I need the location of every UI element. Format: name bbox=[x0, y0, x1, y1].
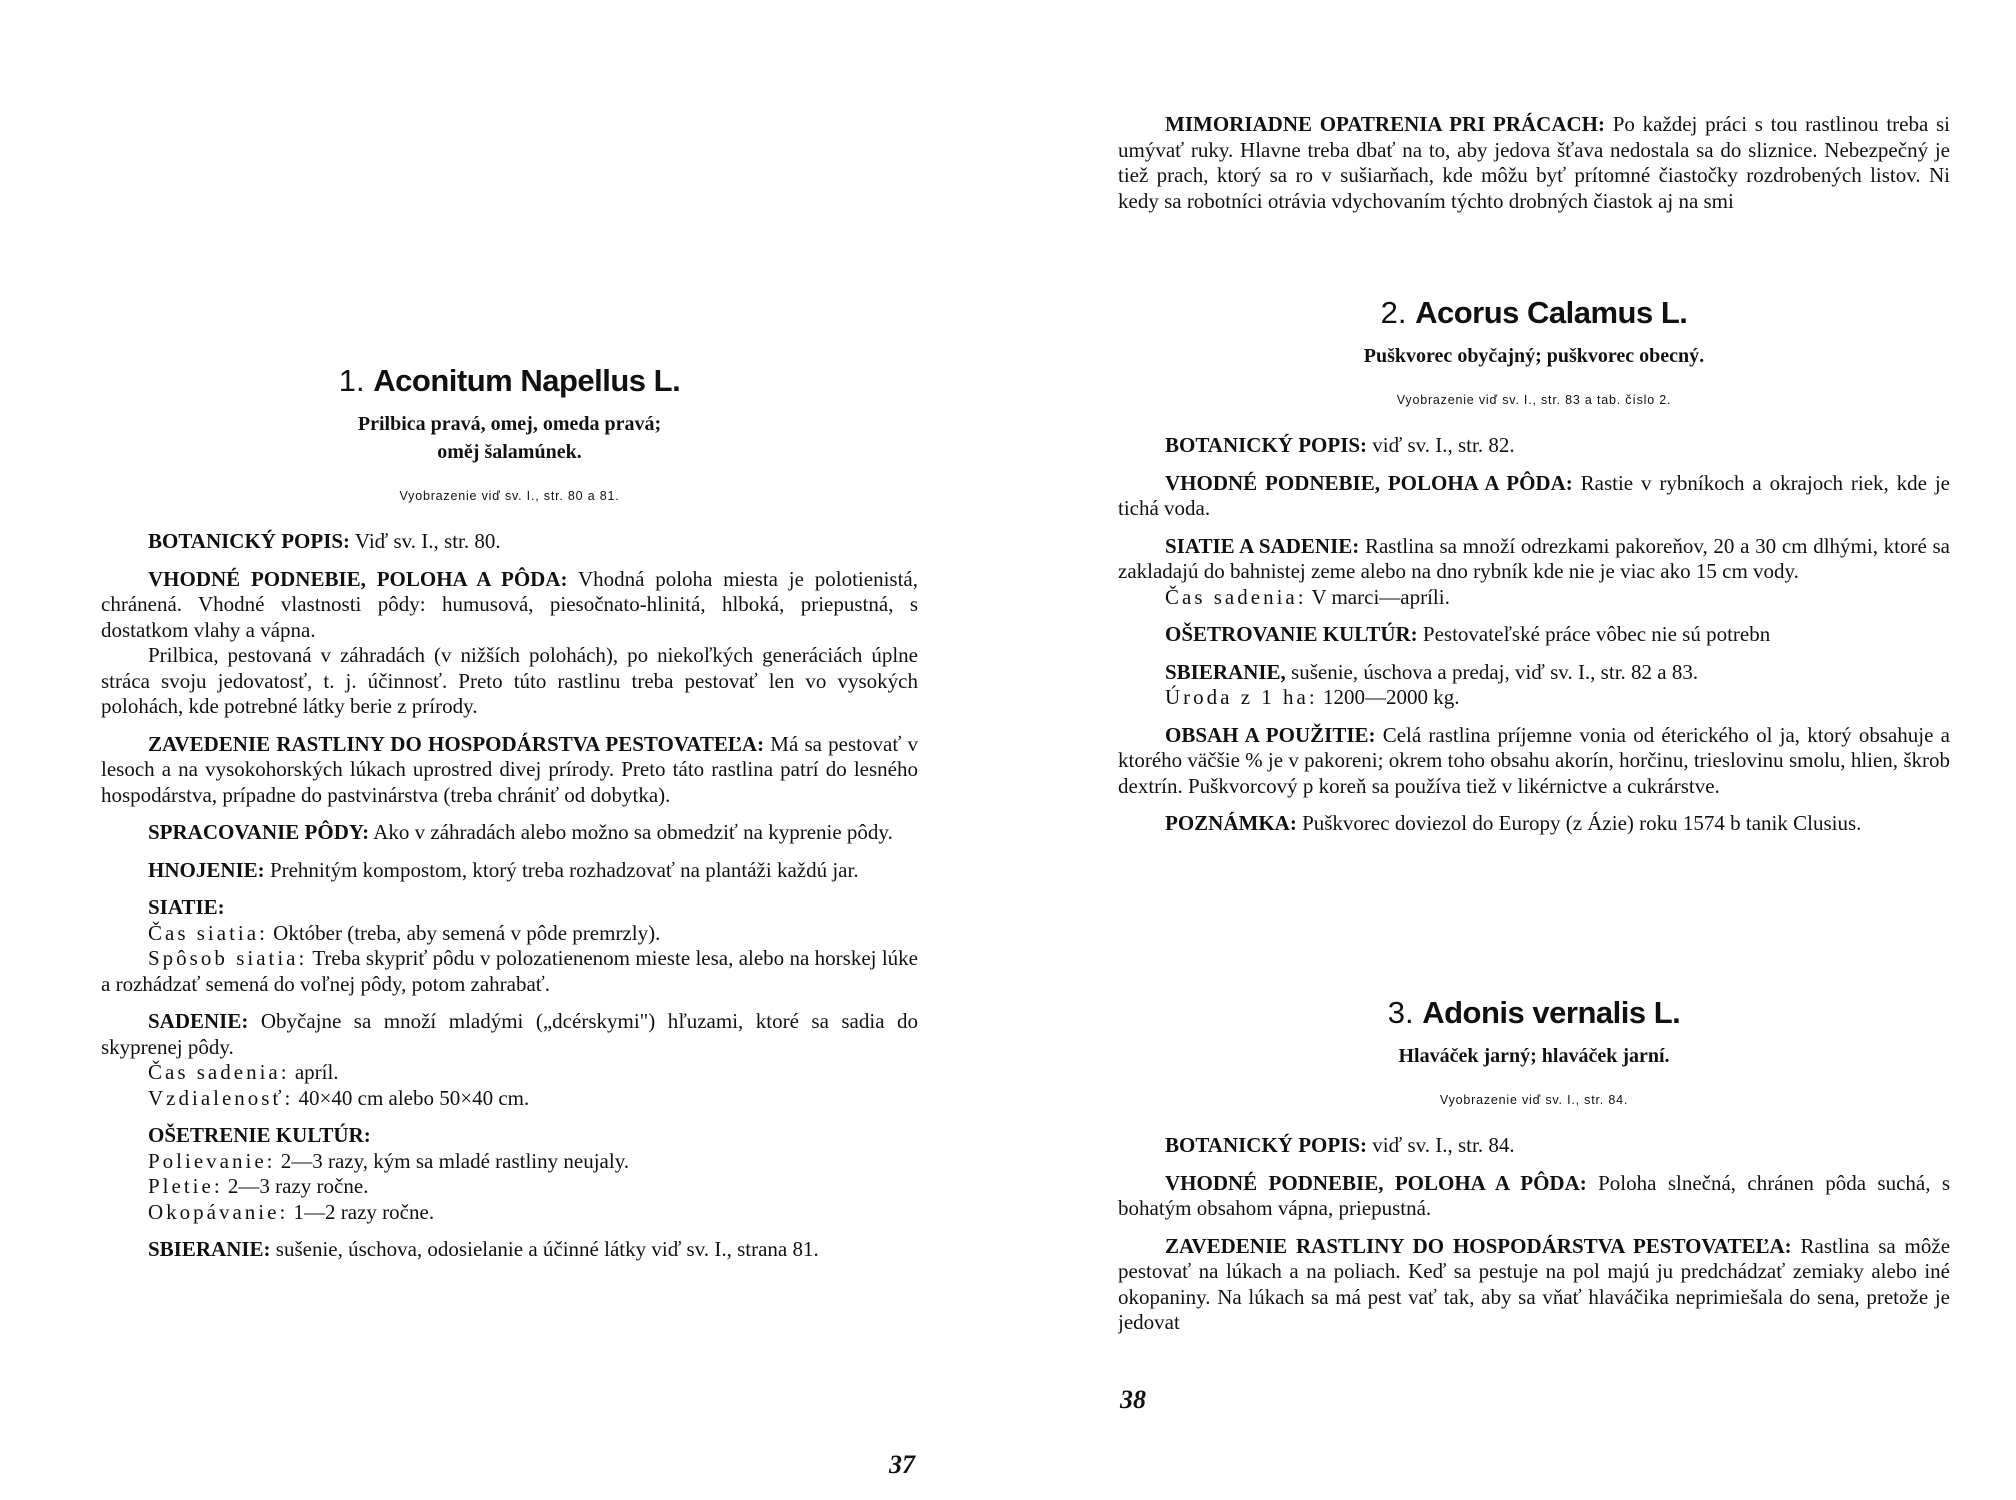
illustration-reference: Vyobrazenie viď sv. I., str. 83 a tab. číslo 2. bbox=[1396, 392, 1672, 407]
species-number: 3. bbox=[1387, 1000, 1414, 1030]
soil-section: SPRACOVANIE PÔDY: Ako v záhradách alebo možno sa obmedziť na kyprenie pôdy. bbox=[148, 820, 893, 844]
climate-section: VHODNÉ PODNEBIE, POLOHA A PÔDA: Poloha slnečná, chránen pôda suchá, s bohatým obsahom vápna, priepustná. bbox=[1118, 1170, 1950, 1220]
fertilizing-section: HNOJENIE: Prehnitým kompostom, ktorý treba rozhadzovať na plantáži každú jar. bbox=[148, 857, 859, 882]
note-section: POZNÁMKA: Puškvorec doviezol do Europy (z Ázie) roku 1574 b tanik Clusius. bbox=[1165, 811, 1862, 835]
species-number: 1. bbox=[338, 363, 365, 398]
species-1-entry bbox=[101, 363, 919, 1275]
precautions-block bbox=[1118, 112, 1950, 226]
page-number: 38 bbox=[1120, 1385, 1146, 1414]
planting-time: Čas sadenia: apríl. bbox=[148, 1060, 339, 1084]
introduction-section: ZAVEDENIE RASTLINY DO HOSPODÁRSTVA PESTOVATEĽA: Rastlina sa môže pestovať na lúkach a na poliach. Keď sa pestuje na pol majú ju predchádzať zemiaky alebo iné okopaniny. Na lúkach sa má pest vať tak, aby sa vňať hlaváčika neprimiešala do sena, pretože je jedovat bbox=[1118, 1233, 1950, 1334]
collecting-section: SBIERANIE, sušenie, úschova a predaj, viď sv. I., str. 82 a 83. bbox=[1165, 659, 1699, 684]
species-title bbox=[101, 363, 918, 398]
content-section: OBSAH A POUŽITIE: Celá rastlina príjemne vonia od éterického ol ja, ktorý obsahuje a ktorého väčšie % je v pakoreni; okrem toho obsahu akorín, horčinu, trieslovinu smolu, hlien, škrob dextrín. Puškvorcový p koreň sa používa tiež v likérnictve a cukrárstve. bbox=[1118, 722, 1950, 798]
planting-time: Čas sadenia: V marci—apríli. bbox=[1165, 584, 1450, 609]
botanical-description: BOTANICKÝ POPIS: Viď sv. I., str. 80. bbox=[148, 529, 501, 553]
sowing-method: Spôsob siatia: Treba skypriť pôdu v polozatienenom mieste lesa, alebo na horskej lúke a rozhádzať semená do voľnej pôdy, potom zahrabať. bbox=[101, 946, 918, 996]
species-latin-name: Aconitum Napellus L. bbox=[373, 363, 681, 398]
species-title bbox=[1118, 300, 1950, 330]
yield: Úroda z 1 ha: 1200—2000 kg. bbox=[1165, 685, 1460, 709]
species-common-names: Prilbica pravá, omej, omeda pravá; oměj šalamúnek. bbox=[357, 412, 662, 463]
species-title bbox=[1118, 1000, 1950, 1030]
watering: Polievanie: 2—3 razy, kým sa mladé rastliny neujaly. bbox=[148, 1148, 630, 1173]
species-number: 2. bbox=[1380, 300, 1407, 330]
species-common-names: Puškvorec obyčajný; puškvorec obecný. bbox=[1363, 344, 1705, 367]
spacing: Vzdialenosť: 40×40 cm alebo 50×40 cm. bbox=[148, 1085, 530, 1110]
species-1-heading bbox=[101, 363, 918, 509]
botanical-description: BOTANICKÝ POPIS: viď sv. I., str. 82. bbox=[1165, 433, 1515, 457]
climate-section: VHODNÉ PODNEBIE, POLOHA A PÔDA: Vhodná poloha miesta je polotienistá, chránená. Vhodné vlastnosti pôdy: humusová, piesočnato-hlinitá, hlboká, priepustná, s dostatkom vlahy a vápna. bbox=[101, 566, 918, 642]
species-3-entry bbox=[1118, 1000, 1950, 1348]
species-common-names: Hlaváček jarný; hlaváček jarní. bbox=[1398, 1044, 1670, 1067]
sowing-section: SIATIE A SADENIE: Rastlina sa množí odrezkami pakoreňov, 20 a 30 cm dlhými, ktoré sa zakladajú do bahnistej zeme alebo na dno rybník kde nie je viac ako 15 cm vody. bbox=[1118, 533, 1950, 583]
care-section: OŠETROVANIE KULTÚR: Pestovateľské práce vôbec nie sú potrebn bbox=[1165, 622, 1771, 646]
garden-paragraph: Prilbica, pestovaná v záhradách (v nižších polohách), po niekoľkých generáciách úplne stráca svoju jedovatosť, t. j. účinnosť. Preto túto rastlinu treba pestovať len vo vysokých polohách, kde potrebné látky berie z prírody. bbox=[101, 643, 918, 718]
weeding: Pletie: 2—3 razy ročne. bbox=[148, 1174, 369, 1198]
species-latin-name: Acorus Calamus L. bbox=[1415, 300, 1688, 330]
care-heading: OŠETRENIE KULTÚR: bbox=[148, 1123, 371, 1147]
botanical-description: BOTANICKÝ POPIS: viď sv. I., str. 84. bbox=[1165, 1133, 1515, 1157]
planting-section: SADENIE: Obyčajne sa množí mladými („dcérskymi") hľuzami, ktoré sa sadia do skyprenej pôdy. bbox=[101, 1009, 919, 1059]
precautions-section: MIMORIADNE OPATRENIA PRI PRÁCACH: Po každej práci s tou rastlinou treba si umývať ruky. Hlavne treba dbať na to, aby jedova šťava nedostala sa do sliznice. Nebezpečný je tiež prach, ktorý sa ro v sušiarňach, kde môžu byť prítomné čiastočky rozdrobených listov. Ni kedy sa robotníci otrávia vdychovaním týchto drobných čiastok aj na smi bbox=[1118, 112, 1950, 213]
illustration-reference: Vyobrazenie viď sv. I., str. 84. bbox=[1439, 1092, 1629, 1107]
hoeing: Okopávanie: 1—2 razy ročne. bbox=[148, 1199, 435, 1224]
species-3-heading bbox=[1118, 1000, 1950, 1113]
collecting-section: SBIERANIE: sušenie, úschova, odosielanie a účinné látky viď sv. I., strana 81. bbox=[148, 1237, 819, 1261]
introduction-section: ZAVEDENIE RASTLINY DO HOSPODÁRSTVA PESTOVATEĽA: Má sa pestovať v lesoch a na vysokohorských lúkach uprostred divej prírody. Preto táto rastlina patrí do lesného hospodárstva, prípadne do pastvinárstva (treba chrániť od dobytka). bbox=[101, 731, 919, 807]
illustration-reference: Vyobrazenie viď sv. I., str. 80 a 81. bbox=[399, 488, 620, 503]
climate-section: VHODNÉ PODNEBIE, POLOHA A PÔDA: Rastie v rybníkoch a okrajoch riek, kde je tichá voda. bbox=[1118, 470, 1950, 520]
right-page bbox=[1008, 0, 2016, 1500]
page-number: 37 bbox=[889, 1450, 915, 1479]
species-2-heading bbox=[1118, 300, 1950, 413]
species-2-entry bbox=[1118, 300, 1950, 849]
sowing-time: Čas siatia: Október (treba, aby semená v pôde premrzly). bbox=[148, 920, 661, 945]
sowing-heading: SIATIE: bbox=[148, 895, 225, 919]
species-latin-name: Adonis vernalis L. bbox=[1422, 1000, 1681, 1030]
